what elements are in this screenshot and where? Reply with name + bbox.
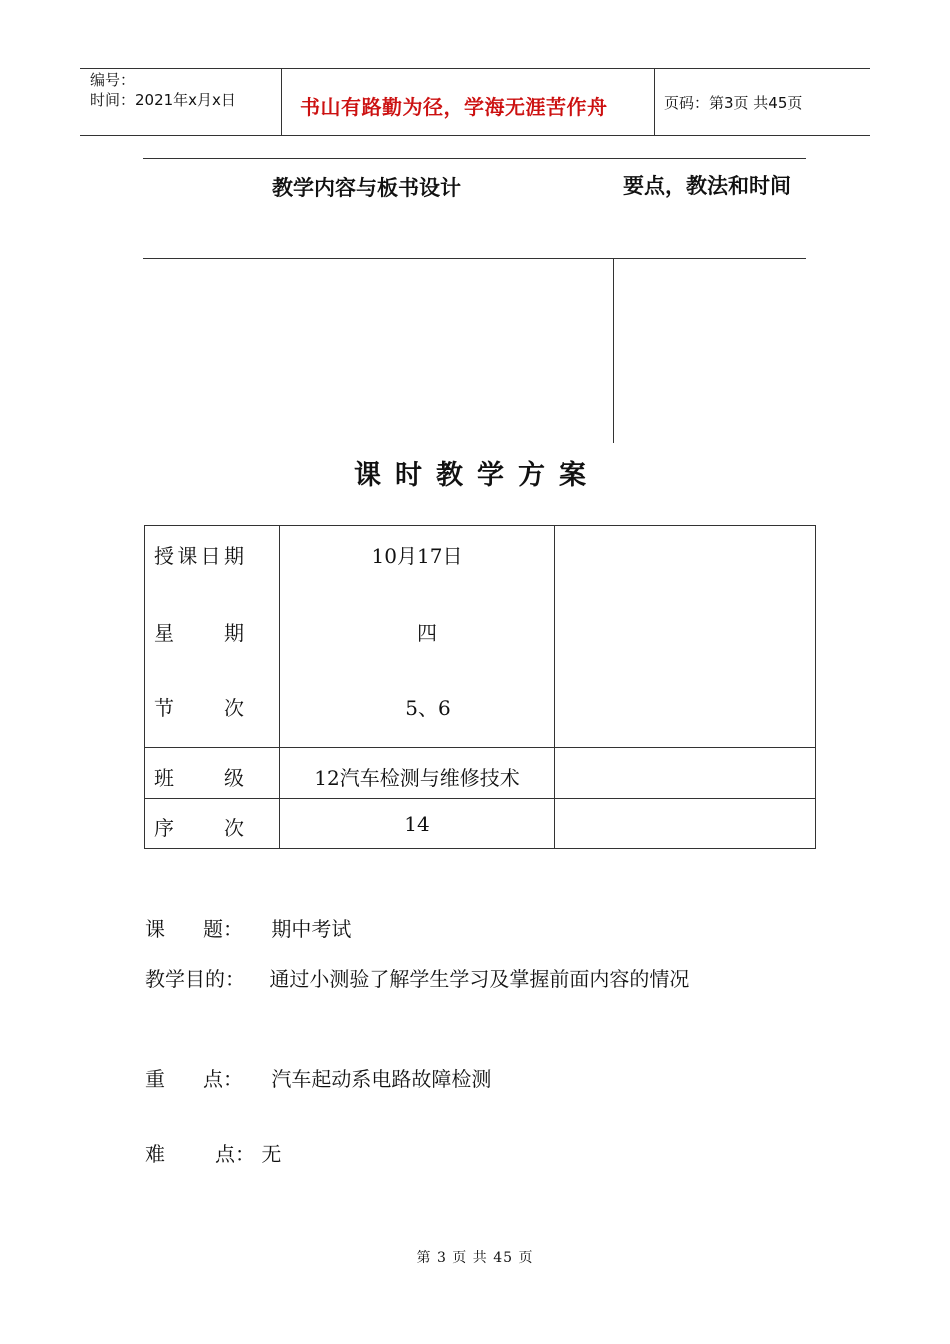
difficulty-value: 无: [261, 1142, 282, 1166]
topic-label-char: 课: [145, 917, 165, 941]
board-column-divider: [613, 258, 614, 443]
class-label-char: 班: [154, 766, 174, 790]
header-motto: 书山有路勤为径，学海无涯苦作舟: [300, 95, 608, 119]
header-top-border: [80, 68, 870, 69]
topic-line: [145, 913, 351, 942]
class-label: [154, 762, 244, 791]
period-label: [154, 692, 244, 721]
table-divider-1: [279, 525, 280, 848]
key-point-label-char: 重: [145, 1067, 165, 1091]
sequence-label-char: 序: [154, 816, 174, 840]
difficulty-label-char: 难: [145, 1142, 165, 1166]
header-bottom-border: [80, 135, 870, 136]
document-time: 时间：2021年x月x日: [90, 91, 236, 109]
lesson-info-table: [144, 525, 816, 849]
topic-value: 期中考试: [271, 917, 352, 941]
key-point-line: [145, 1063, 491, 1092]
weekday-value: 四: [417, 621, 437, 645]
date-value: 10月17日: [371, 544, 463, 568]
difficulty-line: [145, 1138, 281, 1167]
date-label: [154, 540, 244, 569]
header-divider-right: [654, 68, 655, 135]
table-divider-2: [554, 525, 555, 848]
difficulty-label-char: 点：: [215, 1142, 255, 1166]
period-value: 5、6: [405, 696, 451, 720]
goal-label: 教学目的：: [145, 967, 245, 991]
topic-label: [145, 913, 243, 942]
goal-value: 通过小测验了解学生学习及掌握前面内容的情况: [269, 967, 690, 991]
weekday-label-char: 期: [224, 621, 244, 645]
sequence-label: [154, 812, 244, 841]
key-point-value: 汽车起动系电路故障检测: [271, 1067, 492, 1091]
key-point-label-char: 点：: [203, 1067, 243, 1091]
weekday-label-char: 星: [154, 621, 174, 645]
class-value: 12汽车检测与维修技术: [314, 766, 520, 790]
sequence-label-char: 次: [224, 816, 244, 840]
table-row-border-2: [144, 798, 815, 799]
goal-line: [145, 963, 689, 992]
table-row-border-1: [144, 747, 815, 748]
lesson-plan-title: 课时教学方案: [354, 460, 600, 491]
period-label-char: 节: [154, 696, 174, 720]
date-label-char: 授: [154, 544, 174, 568]
board-top-border: [143, 158, 806, 159]
topic-label-char: 题：: [203, 917, 243, 941]
header-divider-left: [281, 68, 282, 135]
key-point-label: [145, 1063, 243, 1092]
footer-page-number: 第 3 页 共 45 页: [416, 1250, 534, 1266]
board-header-border: [143, 258, 806, 259]
class-label-char: 级: [224, 766, 244, 790]
weekday-label: [154, 617, 244, 646]
document-number-label: 编号：: [90, 71, 136, 89]
header-page-info: 页码：第3页 共45页: [664, 94, 803, 112]
date-label-char: 期: [223, 544, 244, 568]
date-label-char: 日: [200, 544, 221, 568]
sequence-value: 14: [404, 812, 430, 836]
board-content-title: 教学内容与板书设计: [272, 175, 461, 200]
date-label-char: 课: [177, 544, 198, 568]
difficulty-label: [145, 1138, 255, 1167]
board-key-points-title: 要点，教法和时间: [623, 173, 791, 198]
period-label-char: 次: [224, 696, 244, 720]
